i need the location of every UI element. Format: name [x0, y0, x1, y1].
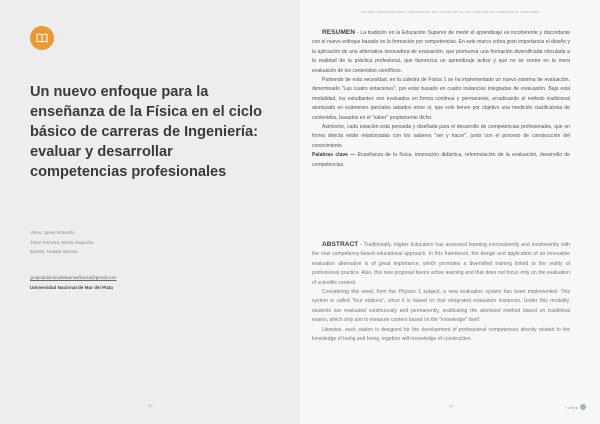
resumen-paragraph: [312, 28, 570, 76]
abstract-label: ABSTRACT: [322, 241, 359, 248]
right-page: [300, 0, 600, 424]
contact-email-link[interactable]: grupodidacticadelaenseñanza@gmail.com: [30, 275, 117, 280]
author-list: [30, 228, 270, 257]
abstract-paragraph-3: Likewise, each station is designed for the development of professional competences directly related to the knowledge of being and being, together with knowledge of construction.: [312, 326, 570, 343]
author-name: Bartels, Natalia Vanesa: [30, 249, 78, 254]
abstract-paragraph: [312, 240, 570, 288]
book-icon-badge: [30, 26, 54, 50]
footer-brand: [565, 404, 586, 410]
abstract-text: - Traditionally, Higher Education has assessed learning inconsistently and incoherently with the new competency-based educational approach. In this framework, the design and application of an innovative evaluation alternative is of great importance, which promotes a diversified training linked to the reality of professional practice. Also, this new proposal favors active learning and that does not focus only on the evaluation of scientific content.: [312, 242, 570, 286]
keywords-line: [312, 151, 570, 170]
author-name: Visus, Javier Eduardo: [30, 230, 75, 235]
contact-block: [30, 273, 270, 292]
keywords-label: Palabras clave —: [312, 152, 356, 159]
running-head: UN NUEVO ENFOQUE PARA LA ENSEÑANZA DE LA FÍSICA EN EL CICLO BÁSICO DE CARRERAS DE INGENIERÍA: [360, 10, 540, 14]
article-title: Un nuevo enfoque para la enseñanza de la Física en el ciclo básico de carreras de Ingeniería: evaluar y desarrollar competencias profesionales: [30, 84, 262, 180]
abstract-section: [312, 240, 570, 344]
abstract-paragraph-2: Considering this need, from the Physics 1 subject, a new evaluation system has been implemented. This system is called "four stations", since it is based on four integrated evaluation instances. Under this modality, students are evaluated continuously and permanently, eradicating the atomized method based on traditional exams, which only aim to measure content based on the "knowledge" itself.: [312, 289, 570, 324]
footer-brand-text: + info ▸: [564, 404, 578, 410]
book-icon: [36, 33, 48, 43]
keywords-text: Enseñanza de la física, innovación didáctica, reformulación de la evaluación, desarrollo de competencias.: [312, 152, 570, 168]
resumen-paragraph-2: Partiendo de esta necesidad, en la cátedra de Física 1 se ha implementado un nuevo sistema de evaluación, denominado "Las cuatro estaciones", por estar basado en cuatro instancias integradas de evaluación. Bajo esta modalidad, los estudiantes son evaluados en forma continua y permanente, erradicando el método tradicional atomizado en exámenes parciales aislados entre sí, que solo tienen por objetivo una medición clasificatoria de contenidos, basados en el "saber" propiamente dicho.: [312, 77, 570, 121]
page-number-left: 20: [148, 403, 153, 408]
university-name: Universidad Nacional de Mar del Plata: [30, 284, 113, 290]
resumen-text: - La tradición en la Educación Superior de medir el aprendizaje es incoherente y discordante con el nuevo enfoque basado en la formación por competencias. En este marco cobra gran importancia el diseño y la aplicación de una alternativa innovadora de evaluación, que promueva una formación diversificada vinculada a la realidad de la práctica profesional, que favorezca un aprendizaje activo y que no se centre en la mera evaluación de los contenidos científicos.: [312, 30, 570, 74]
resumen-section: [312, 28, 570, 170]
author-name: Tintor Ferreira, María Alejandra: [30, 239, 94, 245]
page-number-right: 21: [449, 403, 454, 408]
circle-logo-icon: [580, 404, 586, 410]
resumen-paragraph-3: Asimismo, cada estación está pensada y diseñada para el desarrollo de competencias profesionales, que en forma directa están relacionadas con los saberes "ser y hacer", junto con el proceso de construcción del conocimiento.: [312, 124, 570, 149]
resumen-label: RESUMEN: [322, 29, 355, 36]
